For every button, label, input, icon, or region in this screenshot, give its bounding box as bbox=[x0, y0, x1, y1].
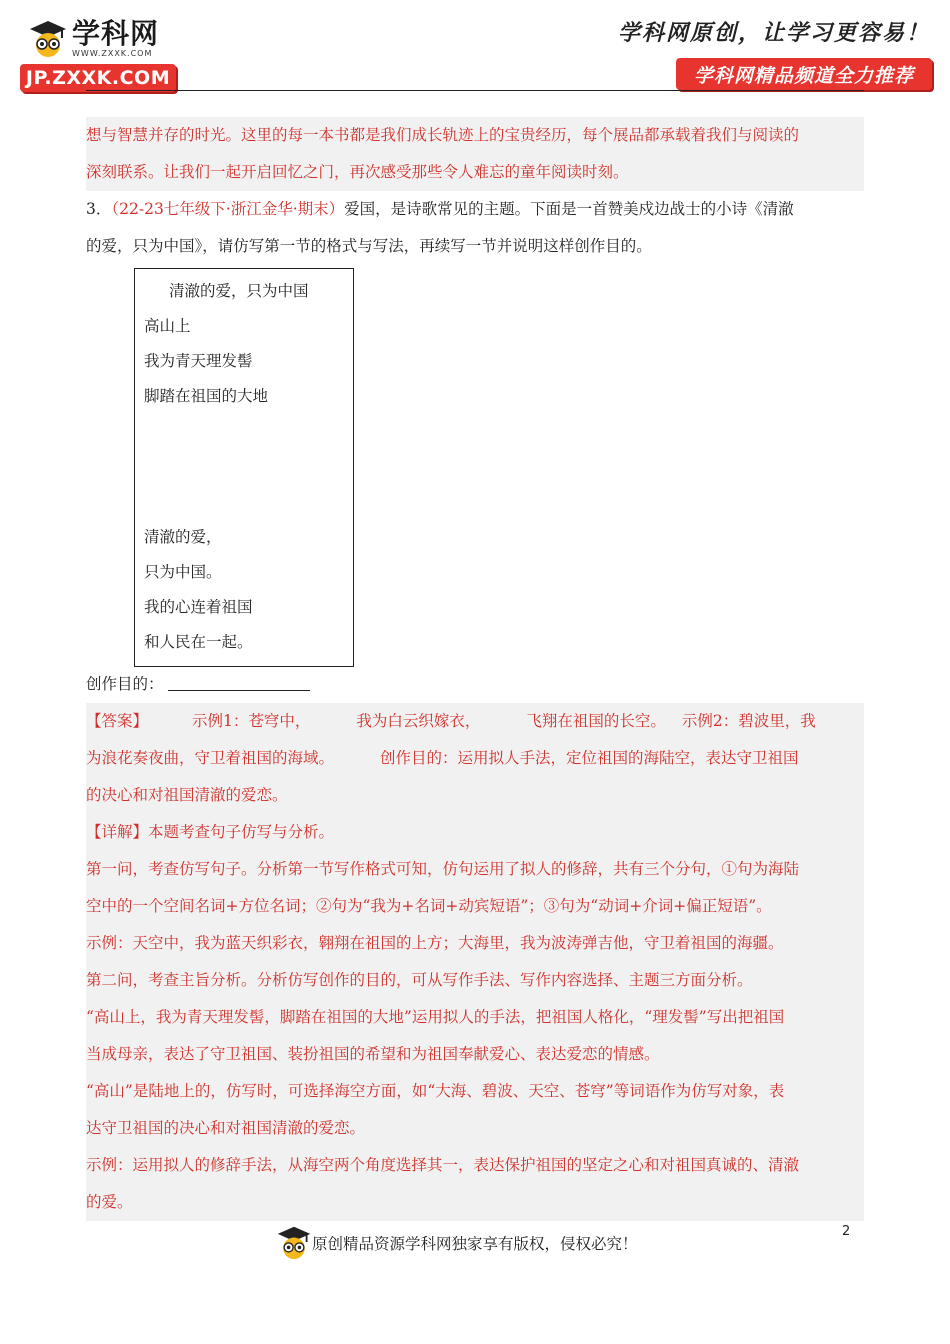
answer-text: 示例2：碧波里，我 bbox=[681, 712, 816, 730]
site-logo bbox=[20, 14, 180, 94]
answer-line: 的决心和对祖国清澈的爱恋。 bbox=[86, 786, 288, 804]
detail-line bbox=[86, 814, 864, 851]
answer-label: 【答案】 bbox=[86, 712, 149, 730]
answer-text: 创作目的：运用拟人手法，定位祖国的海陆空，表达守卫祖国 bbox=[380, 749, 799, 767]
analysis-line: 当成母亲，表达了守卫祖国、装扮祖国的希望和为祖国奉献爱心、表达爱恋的情感。 bbox=[86, 1045, 660, 1063]
analysis-line: “高山”是陆地上的，仿写时，可选择海空方面，如“大海、碧波、天空、苍穹”等词语作为仿写对象，表 bbox=[86, 1082, 785, 1100]
poem-title: 清澈的爱，只为中国 bbox=[169, 282, 309, 300]
copyright-notice: 原创精品资源学科网独家享有版权，侵权必究！ bbox=[312, 1235, 638, 1253]
answer-text: 为浪花奏夜曲，守卫着祖国的海域。 bbox=[86, 749, 335, 767]
analysis-line: 的爱。 bbox=[86, 1193, 133, 1211]
intro-line: 深刻联系。让我们一起开启回忆之门，再次感受那些令人难忘的童年阅读时刻。 bbox=[86, 154, 864, 191]
question-source: （22-23七年级下·浙江金华·期末） bbox=[111, 200, 345, 218]
question-line bbox=[86, 191, 864, 228]
scholar-owl-icon bbox=[28, 18, 68, 58]
poem-line: 只为中国。 bbox=[144, 563, 222, 581]
poem-line: 脚踏在祖国的大地 bbox=[144, 387, 269, 405]
question-line: 的爱，只为中国》，请仿写第一节的格式与写法，再续写一节并说明这样创作目的。 bbox=[86, 237, 652, 255]
question-text: 爱国，是诗歌常见的主题。下面是一首赞美戍边战士的小诗《清澈 bbox=[344, 200, 794, 218]
poem-line: 清澈的爱， bbox=[144, 528, 222, 546]
answer-line bbox=[86, 703, 864, 740]
analysis-line: 第二问，考查主旨分析。分析仿写创作的目的，可从写作手法、写作内容选择、主题三方面分析。 bbox=[86, 971, 753, 989]
purpose-label: 创作目的： bbox=[86, 675, 164, 693]
document-body bbox=[86, 117, 864, 265]
logo-row bbox=[28, 14, 159, 62]
answer-text: 示例1：苍穹中， bbox=[192, 712, 311, 730]
logo-badge[interactable]: JP.ZXXK.COM bbox=[20, 64, 176, 92]
analysis-line: 空中的一个空间名词+方位名词；②句为“我为+名词+动宾短语”；③句为“动词+介词+偏正短语”。 bbox=[86, 897, 772, 915]
analysis-line: 示例：天空中，我为蓝天织彩衣，翱翔在祖国的上方；大海里，我为波涛弹吉他，守卫着祖国的海疆。 bbox=[86, 934, 784, 952]
page-number: 2 bbox=[842, 1224, 851, 1239]
answer-text: 飞翔在祖国的长空。 bbox=[526, 712, 666, 730]
header-divider bbox=[86, 90, 864, 91]
answer-section bbox=[86, 703, 864, 1221]
poem-line: 我的心连着祖国 bbox=[144, 598, 253, 616]
purpose-field bbox=[86, 670, 310, 698]
analysis-line: 达守卫祖国的决心和对祖国清澈的爱恋。 bbox=[86, 1119, 366, 1137]
analysis-line: 第一问，考查仿写句子。分析第一节写作格式可知，仿句运用了拟人的修辞，共有三个分句，①句为海陆 bbox=[86, 860, 800, 878]
logo-subtitle: WWW.ZXXK.COM bbox=[72, 48, 153, 58]
detail-text: 本题考查句子仿写与分析。 bbox=[148, 823, 335, 841]
logo-name: 学科网 bbox=[72, 16, 160, 50]
question-number: 3． bbox=[86, 200, 112, 218]
header-slogan: 学科网原创，让学习更容易！ bbox=[617, 20, 930, 46]
purpose-blank[interactable] bbox=[168, 670, 310, 691]
intro-line: 想与智慧并存的时光。这里的每一本书都是我们成长轨迹上的宝贵经历，每个展品都承载着我们与阅读的 bbox=[86, 117, 864, 154]
analysis-line: 示例：运用拟人的修辞手法，从海空两个角度选择其一，表达保护祖国的坚定之心和对祖国真诚的、清澈 bbox=[86, 1156, 800, 1174]
answer-line bbox=[86, 740, 864, 777]
poem-line: 我为青天理发髻 bbox=[144, 352, 253, 370]
poem-box bbox=[134, 268, 354, 667]
scholar-owl-icon bbox=[276, 1224, 312, 1260]
answer-text: 我为白云织嫁衣， bbox=[356, 712, 481, 730]
detail-label: 【详解】 bbox=[86, 823, 149, 841]
page-footer bbox=[0, 1224, 950, 1264]
analysis-line: “高山上，我为青天理发髻，脚踏在祖国的大地”运用拟人的手法，把祖国人格化，“理发髻”写出把祖国 bbox=[86, 1008, 785, 1026]
poem-line: 高山上 bbox=[144, 317, 191, 335]
header-banner[interactable]: 学科网精品频道全力推荐 bbox=[676, 58, 932, 90]
poem-line: 和人民在一起。 bbox=[144, 633, 253, 651]
